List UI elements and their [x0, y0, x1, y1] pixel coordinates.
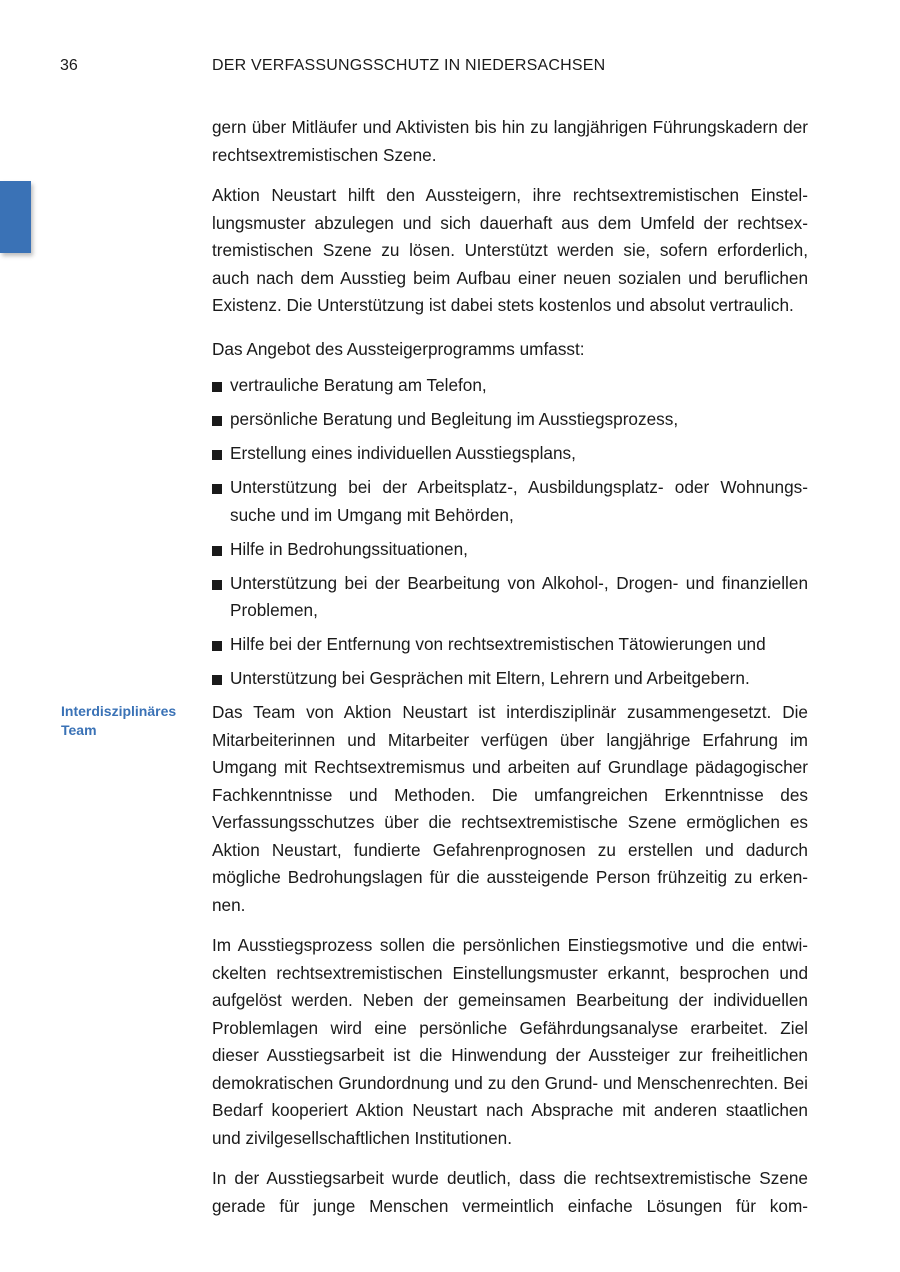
list-item: [212, 440, 808, 468]
paragraph-5-text: Im Ausstiegsprozess sollen die persönlichen Einstiegsmotive und die entwickelten rechtsextremistischen Einstellungsmuster erkannt, besprochen und aufgelöst werden. Neben der gemeinsamen Bearbeitung der individuellen Problemlagen wird eine persönliche Gefährdungsanalyse erarbeitet. Ziel dieser Ausstiegsarbeit ist die Hinwendung der Aussteiger zur freiheitlichen demokratischen Grundordnung und zu den Grund- und Menschenrechten. Bei Bedarf kooperiert Aktion Neustart nach Absprache mit anderen staatlichen und zivilgesellschaftlichen Institutionen.: [212, 935, 808, 1148]
list-item-text: persönliche Beratung und Begleitung im Ausstiegsprozess,: [230, 409, 679, 429]
list-item-text: Erstellung eines individuellen Ausstiegsplans,: [230, 443, 576, 463]
list-item: [212, 474, 808, 529]
square-bullet-icon: [212, 416, 222, 426]
paragraph-6-text: In der Ausstiegsarbeit wurde deutlich, dass die rechtsextremistische Szene gerade für junge Menschen vermeintlich einfache Lösungen für kom-: [212, 1168, 808, 1216]
margin-note-interdisciplinary-team: Interdisziplinäres Team: [61, 703, 177, 738]
running-header: DER VERFASSUNGSSCHUTZ IN NIEDERSACHSEN: [212, 57, 606, 74]
list-item-text: Unterstützung bei der Arbeitsplatz-, Ausbildungsplatz- oder Wohnungssuche und im Umgang mit Behörden,: [230, 477, 808, 525]
list-item: [212, 570, 808, 625]
paragraph-3-text: Das Angebot des Aussteigerprogramms umfasst:: [212, 339, 585, 359]
list-item: [212, 665, 808, 693]
list-item-text: Hilfe bei der Entfernung von rechtsextremistischen Tätowierungen und: [230, 634, 766, 654]
square-bullet-icon: [212, 382, 222, 392]
square-bullet-icon: [212, 484, 222, 494]
list-item: [212, 536, 808, 564]
offer-bullet-list: [212, 372, 808, 699]
square-bullet-icon: [212, 580, 222, 590]
square-bullet-icon: [212, 450, 222, 460]
square-bullet-icon: [212, 641, 222, 651]
paragraph-1: [212, 114, 808, 169]
list-item: [212, 631, 808, 659]
paragraph-2-text: Aktion Neustart hilft den Aussteigern, ihre rechtsextremistischen Einstellungsmuster abzulegen und sich dauerhaft aus dem Umfeld der rechtsextremistischen Szene zu lösen. Unterstützt werden sie, sofern erforderlich, auch nach dem Ausstieg beim Aufbau einer neuen sozialen und beruflichen Existenz. Die Unterstützung ist dabei stets kostenlos und absolut vertraulich.: [212, 185, 808, 315]
list-item-text: vertrauliche Beratung am Telefon,: [230, 375, 487, 395]
list-item-text: Hilfe in Bedrohungssituationen,: [230, 538, 468, 559]
list-item-text: Unterstützung bei der Bearbeitung von Alkohol-, Drogen- und finanziellen Problemen,: [230, 572, 808, 620]
chapter-tab-marker: [0, 181, 31, 253]
list-item: [212, 372, 808, 400]
list-item: [212, 406, 808, 434]
paragraph-4-text: Das Team von Aktion Neustart ist interdisziplinär zusammengesetzt. Die Mitarbeiterinnen und Mitarbeiter verfügen über langjährige Erfahrung im Umgang mit Rechtsextremismus und arbeiten auf Grundlage pädagogischer Fachkenntnisse und Methoden. Die umfangreichen Erkenntnisse des Verfassungsschutzes über die rechtsextremistische Szene ermöglichen es Aktion Neustart, fundierte Gefahrenprognosen zu erstellen und dadurch mögliche Bedrohungslagen für die aussteigende Person frühzeitig zu erkennen.: [212, 702, 808, 915]
paragraph-2: [212, 182, 808, 320]
paragraph-5: [212, 932, 808, 1152]
square-bullet-icon: [212, 675, 222, 685]
square-bullet-icon: [212, 546, 222, 556]
paragraph-3: [212, 336, 808, 364]
paragraph-4: [212, 699, 808, 919]
list-item-text: Unterstützung bei Gesprächen mit Eltern, Lehrern und Arbeitgebern.: [230, 668, 750, 688]
paragraph-1-text: gern über Mitläufer und Aktivisten bis hin zu langjährigen Führungskadern der rechtsextremistischen Szene.: [212, 117, 808, 165]
page-number: 36: [60, 57, 78, 74]
paragraph-6: [212, 1165, 808, 1220]
